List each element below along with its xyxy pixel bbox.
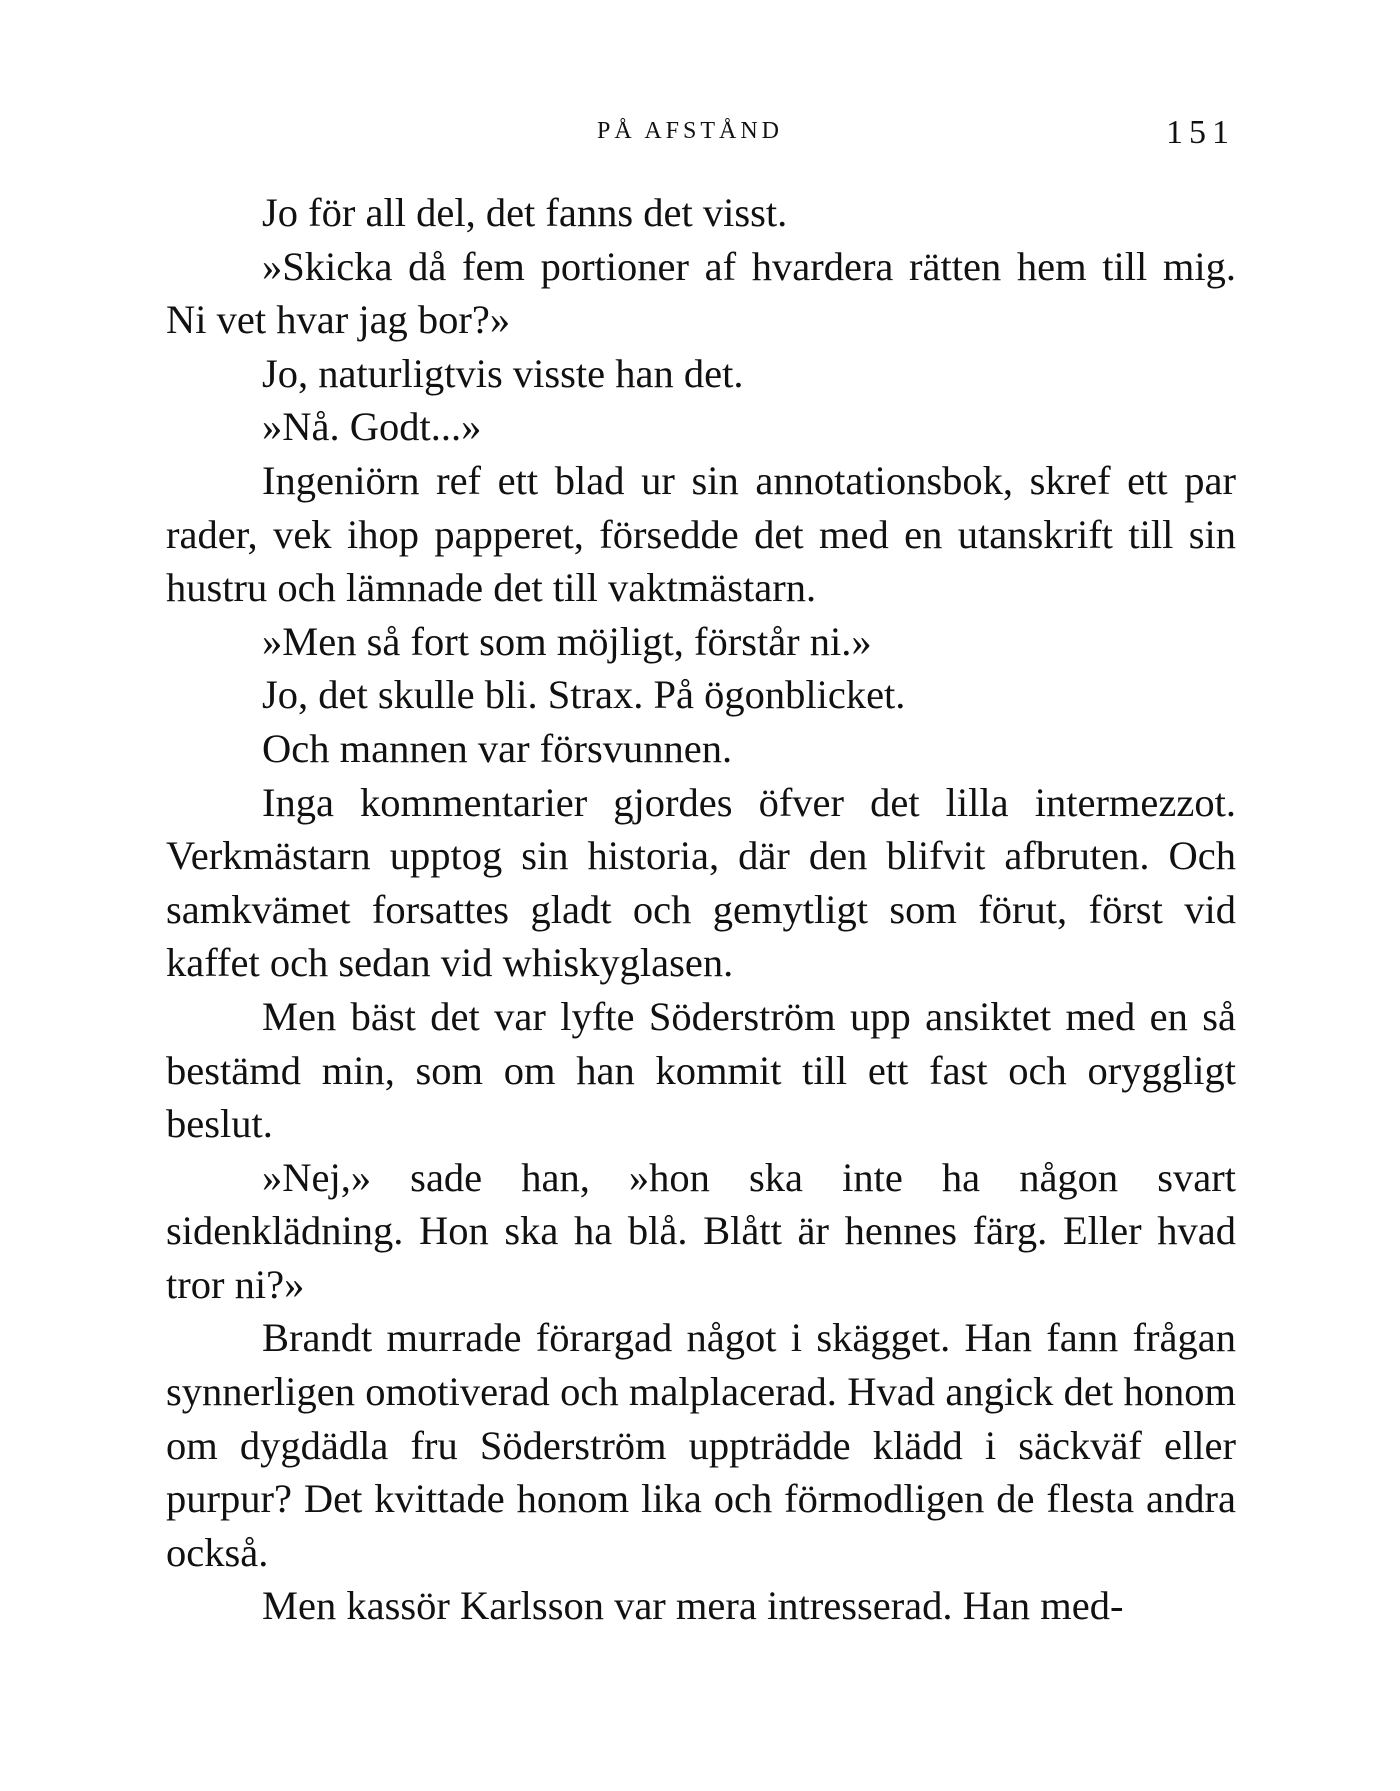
paragraph: Jo, det skulle bli. Strax. På ögonblicket. [262, 672, 906, 718]
paragraph: »Nej,» sade han, »hon ska inte ha någon svart sidenklädning. Hon ska ha blå. Blått är hennes färg. Eller hvad tror ni?» [166, 1154, 1236, 1307]
paragraph: Jo, naturligtvis visste han det. [262, 350, 744, 396]
running-header [0, 114, 1400, 154]
paragraph: Inga kommentarier gjordes öfver det lilla intermezzot. Verkmästarn upptog sin historia, där den blifvit afbruten. Och samkvämet forsattes gladt och gemytligt som förut, först vid kaffet och sedan vid whiskyglasen. [166, 779, 1236, 986]
paragraph: »Skicka då fem portioner af hvardera rätten hem till mig. Ni vet hvar jag bor?» [166, 243, 1236, 343]
page-number: 151 [1166, 114, 1235, 151]
paragraph: Och mannen var försvunnen. [262, 725, 733, 771]
body-text [166, 186, 1236, 1633]
paragraph: Jo för all del, det fanns det visst. [262, 190, 788, 235]
paragraph: »Men så fort som möjligt, förstår ni.» [262, 618, 872, 664]
paragraph: Men kassör Karlsson var mera intresserad. Han med- [262, 1583, 1124, 1629]
paragraph: Brandt murrade förargad något i skägget. Han fann frågan synnerligen omotiverad och malplacerad. Hvad angick det honom om dygdädla fru Söderström uppträdde klädd i säckväf eller purpur? Det kvittade honom lika och förmodligen de flesta andra också. [166, 1315, 1236, 1575]
paragraph: Men bäst det var lyfte Söderström upp ansiktet med en så bestämd min, som om han kommit till ett fast och oryggligt beslut. [166, 993, 1236, 1147]
running-title: PÅ AFSTÅND [596, 118, 784, 144]
paragraph: »Nå. Godt...» [262, 404, 482, 450]
paragraph: Ingeniörn ref ett blad ur sin annotationsbok, skref ett par rader, vek ihop papperet, försedde det med en utanskrift till sin hustru och lämnade det till vaktmästarn. [166, 457, 1236, 611]
